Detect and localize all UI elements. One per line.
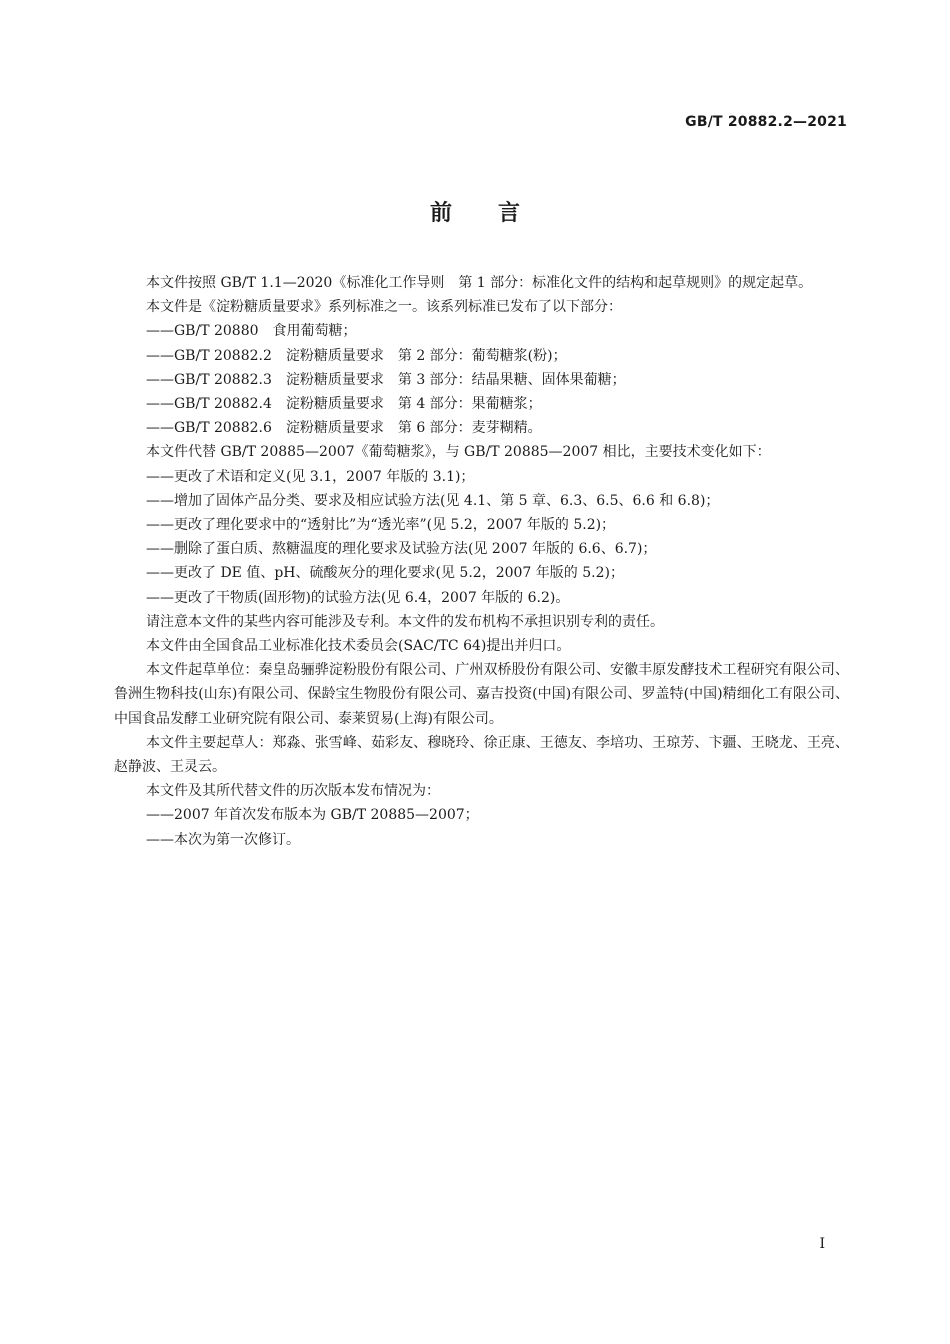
list-item-change: ——更改了干物质(固形物)的试验方法(见 6.4，2007 年版的 6.2)。 (146, 589, 570, 606)
page-number: I (819, 1236, 825, 1252)
standard-number: GB/T 20882.2—2021 (685, 114, 847, 130)
paragraph-replaces: 本文件代替 GB/T 20885—2007《葡萄糖浆》，与 GB/T 20885—2007 相比，主要技术变化如下： (146, 444, 771, 461)
list-item-part: ——GB/T 20882.6 淀粉糖质量要求 第 6 部分：麦芽糊精。 (146, 420, 542, 437)
list-item-change: ——更改了 DE 值、pH、硫酸灰分的理化要求(见 5.2，2007 年版的 5.2)； (146, 565, 624, 582)
list-item-change: ——更改了术语和定义(见 3.1，2007 年版的 3.1)； (146, 468, 475, 485)
page-title: 前言 (429, 201, 566, 226)
list-item-change: ——更改了理化要求中的“透射比”为“透光率”(见 5.2，2007 年版的 5.2)； (146, 517, 616, 534)
paragraph-drafting-units: 本文件起草单位：秦皇岛骊骅淀粉股份有限公司、广州双桥股份有限公司、安徽丰原发酵技术工程研究有限公司、鲁洲生物科技(山东)有限公司、保龄宝生物股份有限公司、嘉吉投资(中国)有限公司、罗盖特(中国)精细化工有限公司、中国食品发酵工业研究院有限公司、泰莱贸易(上海)有限公司。 (114, 662, 849, 727)
paragraph-series-intro: 本文件是《淀粉糖质量要求》系列标准之一。该系列标准已发布了以下部分： (146, 299, 622, 316)
paragraph-committee: 本文件由全国食品工业标准化技术委员会(SAC/TC 64)提出并归口。 (146, 638, 571, 655)
list-item-part: ——GB/T 20882.3 淀粉糖质量要求 第 3 部分：结晶果糖、固体果葡糖； (146, 371, 626, 388)
paragraph-drafting-rules: 本文件按照 GB/T 1.1—2020《标准化工作导则 第 1 部分：标准化文件的结构和起草规则》的规定起草。 (146, 275, 813, 291)
paragraph-history-intro: 本文件及其所代替文件的历次版本发布情况为： (146, 783, 440, 800)
paragraph-patent-notice: 请注意本文件的某些内容可能涉及专利。本文件的发布机构不承担识别专利的责任。 (146, 613, 664, 630)
list-item-part: ——GB/T 20882.4 淀粉糖质量要求 第 4 部分：果葡糖浆； (146, 396, 542, 413)
list-item-history: ——2007 年首次发布版本为 GB/T 20885—2007； (146, 807, 479, 824)
list-item-change: ——增加了固体产品分类、要求及相应试验方法(见 4.1、第 5 章、6.3、6.5、6.6 和 6.8)； (146, 492, 720, 509)
paragraph-drafters: 本文件主要起草人：郑淼、张雪峰、茹彩友、穆晓玲、徐正康、王德友、李培功、王琼芳、卞疆、王晓龙、王亮、赵静波、王灵云。 (114, 734, 849, 776)
list-item-change: ——删除了蛋白质、熬糖温度的理化要求及试验方法(见 2007 年版的 6.6、6.7)； (146, 541, 657, 558)
list-item-part: ——GB/T 20880 食用葡萄糖； (146, 323, 357, 340)
list-item-history: ——本次为第一次修订。 (146, 831, 300, 848)
foreword-body (114, 271, 849, 852)
list-item-part: ——GB/T 20882.2 淀粉糖质量要求 第 2 部分：葡萄糖浆(粉)； (146, 347, 567, 364)
